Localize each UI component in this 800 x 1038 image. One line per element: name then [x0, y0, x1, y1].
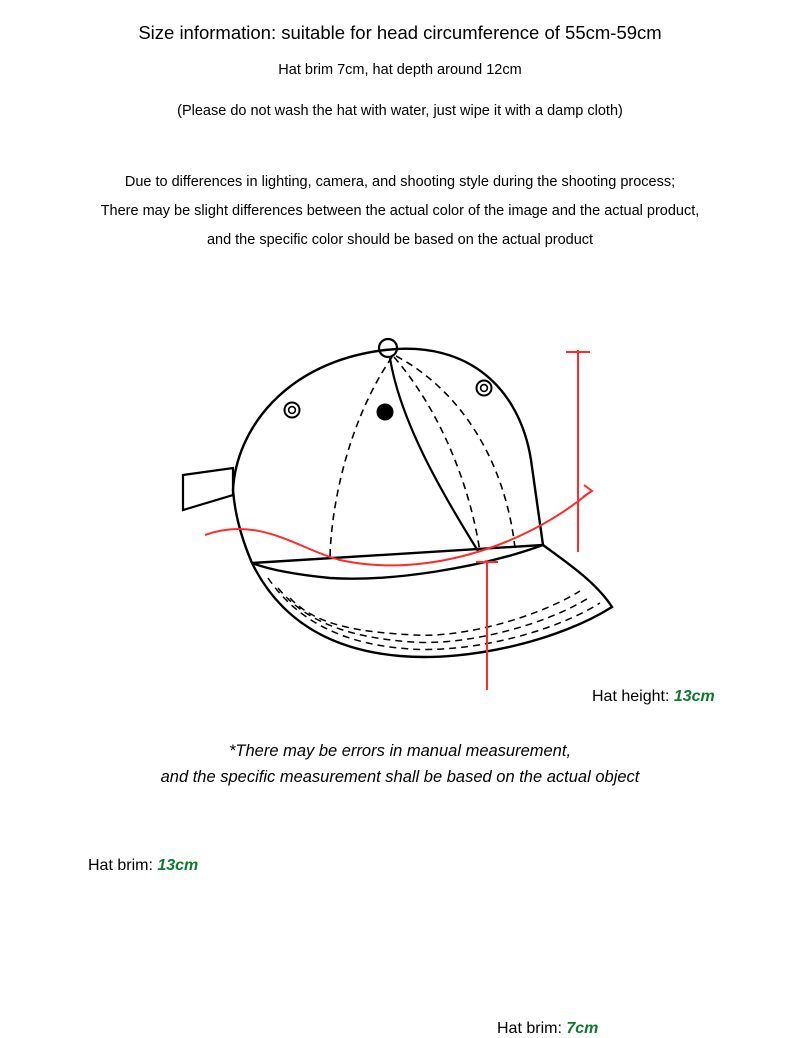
hat-brim-left-label: [88, 857, 198, 875]
hat-panel-divider: [390, 358, 478, 551]
hat-brim-left-value: 13cm: [157, 857, 199, 874]
hat-height-label-text: Hat height:: [592, 688, 674, 705]
hat-brim-stitch-1: [268, 578, 600, 650]
hat-brim-stitch-2: [278, 588, 590, 642]
hat-height-label: [592, 688, 715, 706]
color-disclaimer-line-1: Due to differences in lighting, camera, and shooting style during the shooting process;: [124, 174, 676, 190]
hat-seam-1: [330, 357, 392, 556]
hat-brim-left-measure-arrow: [583, 485, 592, 497]
hat-eyelet-left: [285, 403, 300, 418]
hat-brim-bottom-label-text: Hat brim:: [497, 1020, 567, 1037]
care-instructions-text: (Please do not wash the hat with water, just wipe it with a damp cloth): [177, 103, 623, 119]
hat-brim-stitch-3: [290, 591, 580, 635]
hat-brim-left-label-text: Hat brim:: [88, 857, 158, 874]
hat-brim-bottom-label: [497, 1020, 598, 1038]
brim-depth-subtitle-text: Hat brim 7cm, hat depth around 12cm: [278, 62, 522, 78]
page-title: [0, 22, 800, 44]
measurement-disclaimer-line-1: *There may be errors in manual measurement,: [228, 742, 572, 760]
measurement-disclaimer-line-2: and the specific measurement shall be based on the actual object: [160, 768, 640, 786]
color-disclaimer: [0, 168, 800, 255]
color-disclaimer-line-3: and the specific color should be based on the actual product: [206, 232, 594, 248]
page-title-text: Size information: suitable for head circumference of 55cm-59cm: [138, 22, 662, 43]
hat-eyelet-center: [378, 405, 393, 420]
measurement-disclaimer: [0, 738, 800, 790]
hat-diagram-svg: [0, 320, 800, 730]
hat-height-value: 13cm: [673, 688, 715, 705]
brim-depth-subtitle: [0, 62, 800, 78]
hat-eyelet-right: [477, 381, 492, 396]
hat-crown-outline: [233, 349, 543, 563]
care-instructions: [0, 103, 800, 119]
color-disclaimer-line-2: There may be slight differences between the actual color of the image and the actual product,: [100, 203, 700, 219]
hat-back-strap: [183, 468, 233, 510]
hat-brim-bottom-value: 7cm: [566, 1020, 599, 1037]
hat-seam-2: [394, 357, 480, 552]
